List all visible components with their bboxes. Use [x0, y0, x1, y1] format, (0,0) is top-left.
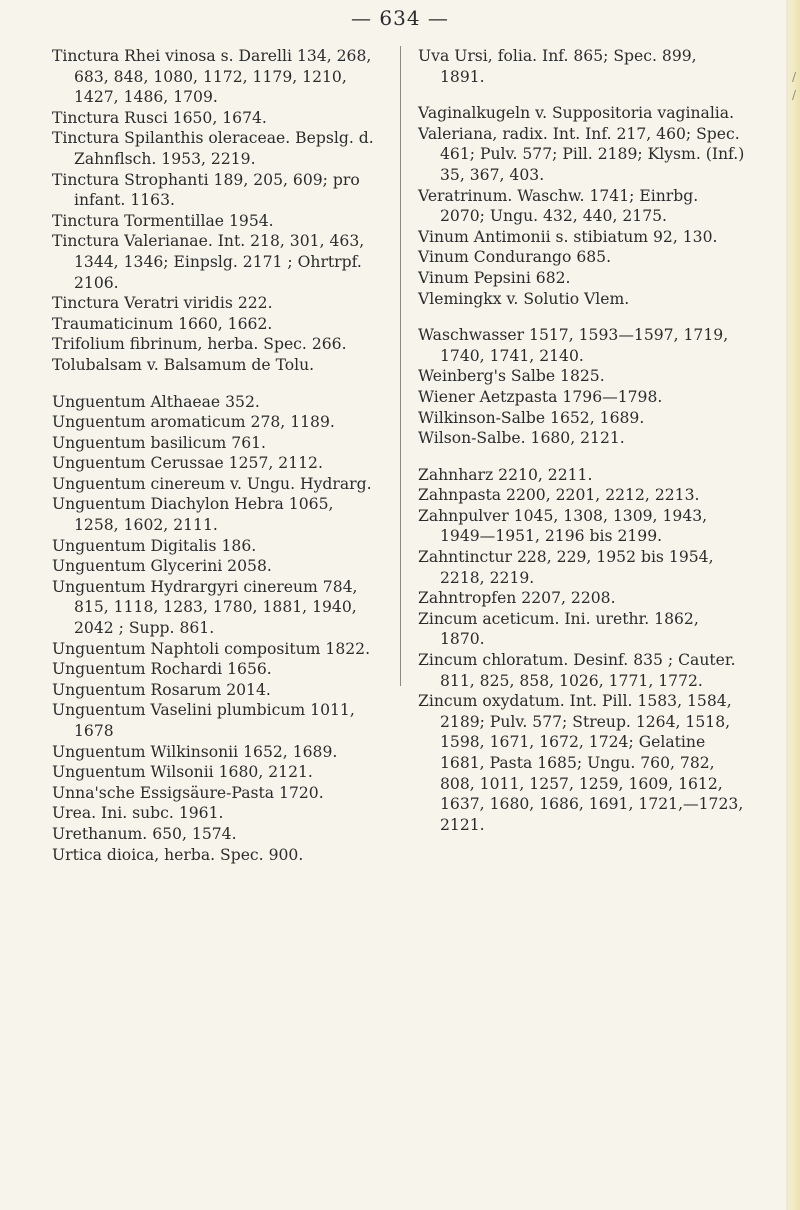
index-entry: Unguentum Glycerini 2058. [52, 557, 272, 576]
index-entry: Wilkinson-Salbe 1652, 1689. [418, 408, 645, 427]
index-entry: Traumaticinum 1660, 1662. [52, 314, 273, 333]
index-entry: Tinctura Rhei vinosa s. Darelli 134, 268, 683, 848, 1080, 1172, 1179, 1210, 1427, 1486, 1709. [52, 47, 372, 107]
index-entry: Wiener Aetzpasta 1796—1798. [418, 387, 663, 406]
index-entry: Valeriana, radix. Int. Inf. 217, 460; Spec. 461; Pulv. 577; Pill. 2189; Klysm. (Inf.) 35, 367, 403. [418, 124, 745, 184]
index-entry: Unguentum Wilsonii 1680, 2121. [52, 763, 313, 782]
index-entry: Weinberg's Salbe 1825. [418, 367, 605, 386]
page-edge-strip [786, 0, 800, 1210]
index-entry: Tinctura Rusci 1650, 1674. [52, 108, 267, 127]
index-entry: Zahnpasta 2200, 2201, 2212, 2213. [418, 486, 700, 505]
index-entry: Urethanum. 650, 1574. [52, 824, 237, 843]
column-divider [400, 46, 401, 686]
index-entry: Waschwasser 1517, 1593—1597, 1719, 1740, 1741, 2140. [418, 326, 729, 365]
page-number: — 634 — [351, 6, 449, 30]
left-index-column [52, 46, 380, 865]
index-entry: Zahnpulver 1045, 1308, 1309, 1943, 1949—1951, 2196 bis 2199. [418, 506, 708, 546]
edge-mark: / [791, 88, 796, 102]
index-entry: Zincum aceticum. Ini. urethr. 1862, 1870. [418, 609, 699, 649]
index-entry: Vinum Antimonii s. stibiatum 92, 130. [418, 227, 718, 246]
index-entry: Vlemingkx v. Solutio Vlem. [418, 289, 630, 308]
index-entry: Vinum Condurango 685. [418, 248, 612, 267]
index-entry: Tinctura Tormentillae 1954. [52, 211, 274, 230]
index-entry: Tinctura Valerianae. Int. 218, 301, 463, 1344, 1346; Einpslg. 2171 ; Ohrtrpf. 2106. [52, 232, 365, 292]
index-entry: Zahnharz 2210, 2211. [418, 465, 593, 484]
index-entry: Uva Ursi, folia. Inf. 865; Spec. 899, 1891. [418, 47, 697, 86]
index-entry: Wilson-Salbe. 1680, 2121. [418, 429, 625, 448]
index-entry: Zincum chloratum. Desinf. 835 ; Cauter. 811, 825, 858, 1026, 1771, 1772. [418, 651, 736, 690]
index-entry: Unguentum basilicum 761. [52, 433, 267, 452]
index-entry: Vaginalkugeln v. Suppositoria vaginalia. [418, 104, 735, 123]
index-entry: Vinum Pepsini 682. [418, 268, 571, 287]
index-entry: Urtica dioica, herba. Spec. 900. [52, 845, 304, 864]
index-entry: Unguentum Diachylon Hebra 1065, 1258, 1602, 2111. [52, 495, 334, 535]
index-entry: Unguentum Wilkinsonii 1652, 1689. [52, 742, 338, 761]
index-entry: Veratrinum. Waschw. 1741; Einrbg. 2070; Ungu. 432, 440, 2175. [418, 186, 699, 226]
index-entry: Unguentum Vaselini plumbicum 1011, 1678 [52, 701, 355, 740]
edge-mark: / [791, 70, 796, 84]
index-entry: Unna'sche Essigsäure-Pasta 1720. [52, 783, 324, 802]
index-entry: Tinctura Spilanthis oleraceae. Bepslg. d. Zahnflsch. 1953, 2219. [52, 129, 374, 168]
index-entry: Unguentum Hydrargyri cinereum 784, 815, 1118, 1283, 1780, 1881, 1940, 2042 ; Supp. 861. [52, 577, 358, 638]
index-entry: Unguentum Digitalis 186. [52, 536, 257, 555]
index-entry: Urea. Ini. subc. 1961. [52, 804, 224, 823]
right-index-column [418, 46, 746, 835]
index-entry: Unguentum Rochardi 1656. [52, 660, 272, 679]
index-entry: Tinctura Strophanti 189, 205, 609; pro infant. 1163. [52, 170, 360, 210]
index-entry: Unguentum Althaeae 352. [52, 392, 260, 411]
index-entry: Unguentum Cerussae 1257, 2112. [52, 454, 323, 473]
index-entry: Tolubalsam v. Balsamum de Tolu. [52, 355, 315, 374]
index-entry: Unguentum Rosarum 2014. [52, 680, 271, 699]
index-entry: Zahntropfen 2207, 2208. [418, 589, 616, 608]
index-entry: Unguentum aromaticum 278, 1189. [52, 413, 335, 432]
index-entry: Trifolium fibrinum, herba. Spec. 266. [52, 335, 347, 354]
index-entry: Zahntinctur 228, 229, 1952 bis 1954, 2218, 2219. [418, 548, 714, 587]
index-entry: Unguentum cinereum v. Ungu. Hydrarg. [52, 474, 372, 493]
index-entry: Tinctura Veratri viridis 222. [52, 294, 273, 313]
index-entry: Zincum oxydatum. Int. Pill. 1583, 1584, 2189; Pulv. 577; Streup. 1264, 1518, 1598, 1671, 1672, 1724; Gelatine 1681, Pasta 1685; Ungu. 760, 782, 808, 1011, 1257, 1259, 1609, 1612, 1637, 1680, 1686, 1691, 1721,—1723, 2121. [418, 692, 744, 834]
index-entry: Unguentum Naphtoli compositum 1822. [52, 639, 371, 658]
